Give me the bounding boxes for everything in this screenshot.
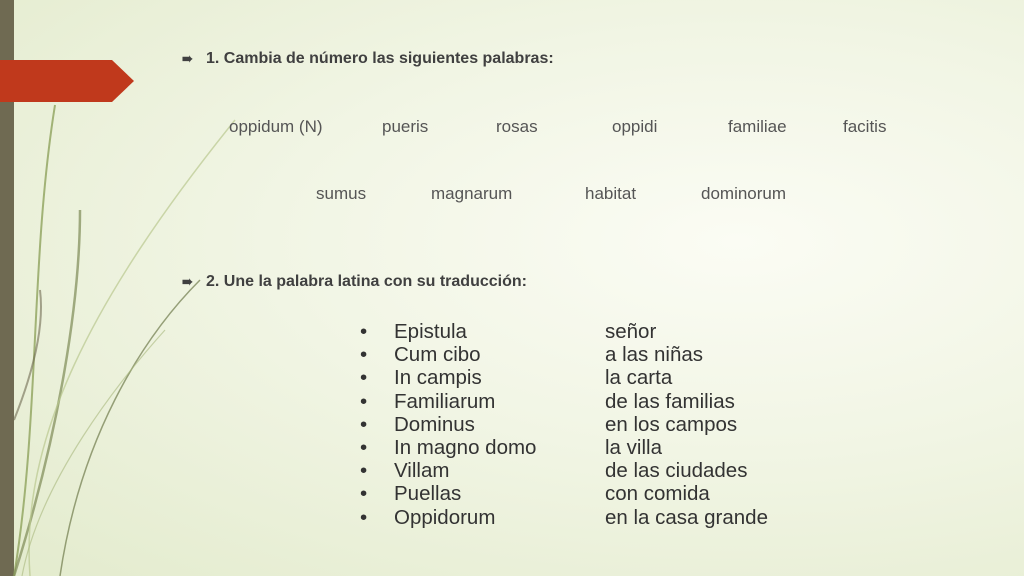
- bullet-dot-icon: •: [360, 482, 368, 506]
- bullet-dot-icon: •: [360, 412, 368, 436]
- word-item: oppidi: [612, 117, 658, 136]
- list-item: [356, 343, 768, 366]
- spanish-translation: con comida: [605, 482, 710, 506]
- spanish-translation: a las niñas: [605, 343, 704, 367]
- arrow-bullet-icon: ➠: [182, 51, 193, 66]
- spanish-translation: de las familias: [605, 389, 735, 413]
- matching-list: [356, 320, 768, 529]
- latin-word: Dominus: [394, 412, 475, 436]
- list-item: [356, 459, 768, 482]
- spanish-translation: la villa: [605, 435, 662, 459]
- bullet-dot-icon: •: [360, 435, 368, 459]
- word-item: familiae: [728, 117, 787, 136]
- bullet-dot-icon: •: [360, 389, 368, 413]
- latin-word: Puellas: [394, 482, 462, 506]
- bullet-dot-icon: •: [360, 459, 368, 483]
- exercise-1-heading: [182, 50, 554, 68]
- word-item: magnarum: [431, 184, 513, 203]
- red-accent-tab: [0, 0, 140, 110]
- latin-word: Villam: [394, 459, 450, 483]
- list-item: [356, 366, 768, 389]
- bullet-dot-icon: •: [360, 366, 368, 390]
- bullet-dot-icon: •: [360, 505, 368, 529]
- exercise-2-heading: [182, 273, 527, 291]
- list-item: [356, 506, 768, 529]
- latin-word: Cum cibo: [394, 343, 481, 367]
- latin-word: Familiarum: [394, 389, 496, 413]
- list-item: [356, 482, 768, 505]
- word-item: habitat: [585, 184, 637, 203]
- word-item: oppidum (N): [229, 117, 323, 136]
- list-item: [356, 436, 768, 459]
- spanish-translation: en los campos: [605, 412, 738, 436]
- bullet-dot-icon: •: [360, 320, 368, 343]
- word-item: rosas: [496, 117, 538, 136]
- latin-word: Epistula: [394, 320, 467, 343]
- bullet-dot-icon: •: [360, 343, 368, 367]
- exercise-2-title: 2. Une la palabra latina con su traducción:: [206, 273, 527, 290]
- spanish-translation: la carta: [605, 366, 673, 390]
- spanish-translation: señor: [605, 320, 657, 343]
- latin-word: Oppidorum: [394, 505, 496, 529]
- exercise-1-title: 1. Cambia de número las siguientes palabras:: [206, 50, 554, 67]
- arrow-bullet-icon: ➠: [182, 274, 193, 289]
- list-item: [356, 320, 768, 343]
- spanish-translation: de las ciudades: [605, 459, 748, 483]
- list-item: [356, 390, 768, 413]
- word-item: pueris: [382, 117, 429, 136]
- word-item: dominorum: [701, 184, 787, 203]
- word-item: facitis: [843, 117, 887, 136]
- word-item: sumus: [316, 184, 367, 203]
- spanish-translation: en la casa grande: [605, 505, 768, 529]
- latin-word: In magno domo: [394, 435, 537, 459]
- latin-word: In campis: [394, 366, 482, 390]
- list-item: [356, 413, 768, 436]
